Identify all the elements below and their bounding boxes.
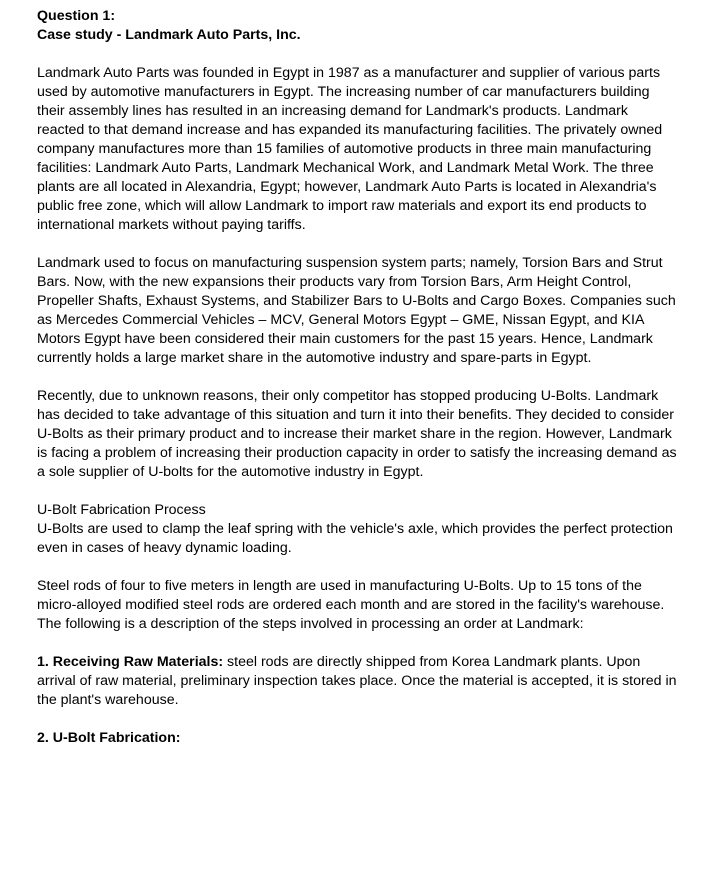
case-study-title: Case study - Landmark Auto Parts, Inc. (37, 27, 301, 43)
process-description: Steel rods of four to five meters in length are used in manufacturing U-Bolts. Up to 15 tons of the micro-alloyed modified steel rods are ordered each month and are stored in the facility's warehouse. The following is a description of the steps involved in processing an order at Landmark: (37, 578, 665, 632)
step-text: steel rods are directly shipped from Korea Landmark plants. Upon arrival of raw material, preliminary inspection takes place. Once the material is accepted, it is stored in the plant's warehouse. (37, 654, 677, 708)
spacer (37, 45, 677, 64)
step-u-bolt-fabrication (37, 729, 677, 748)
paragraph-products: Landmark used to focus on manufacturing suspension system parts; namely, Torsion Bars and Strut Bars. Now, with the new expansions their products vary from Torsion Bars, Arm Height Control, Propeller Shafts, Exhaust Systems, and Stabilizer Bars to U-Bolts and Cargo Boxes. Companies such as Mercedes Commercial Vehicles – MCV, General Motors Egypt – GME, Nissan Egypt, and KIA Motors Egypt have been considered their main customers for the past 15 years. Hence, Landmark currently holds a large market share in the automotive industry and spare-parts in Egypt. (37, 255, 676, 366)
paragraph-company-history: Landmark Auto Parts was founded in Egypt in 1987 as a manufacturer and supplier of various parts used by automotive manufacturers in Egypt. The increasing number of car manufacturers building their assembly lines has resulted in an increasing demand for Landmark's products. Landmark reacted to that demand increase and has expanded its manufacturing facilities. The privately owned company manufactures more than 15 families of automotive products in three main manufacturing facilities: Landmark Auto Parts, Landmark Mechanical Work, and Landmark Metal Work. The three plants are all located in Alexandria, Egypt; however, Landmark Auto Parts is located in Alexandria's public free zone, which will allow Landmark to import raw materials and export its end products to international markets without paying tariffs. (37, 65, 663, 233)
question-number: Question 1: (37, 8, 116, 24)
process-section-title: U-Bolt Fabrication Process (37, 502, 206, 518)
step-label: 2. U-Bolt Fabrication: (37, 730, 181, 746)
step-label: 1. Receiving Raw Materials: (37, 654, 224, 670)
process-intro: U-Bolts are used to clamp the leaf spring with the vehicle's axle, which provides the perfect protection even in cases of heavy dynamic loading. (37, 521, 673, 556)
step-receiving-raw-materials (37, 653, 677, 710)
paragraph-competition: Recently, due to unknown reasons, their only competitor has stopped producing U-Bolts. Landmark has decided to take advantage of this situation and turn it into their benefits. They decided to consider U-Bolts as their primary product and to increase their market share in the region. However, Landmark is facing a problem of increasing their production capacity in order to satisfy the increasing demand as a sole supplier of U-bolts for the automotive industry in Egypt. (37, 388, 677, 480)
